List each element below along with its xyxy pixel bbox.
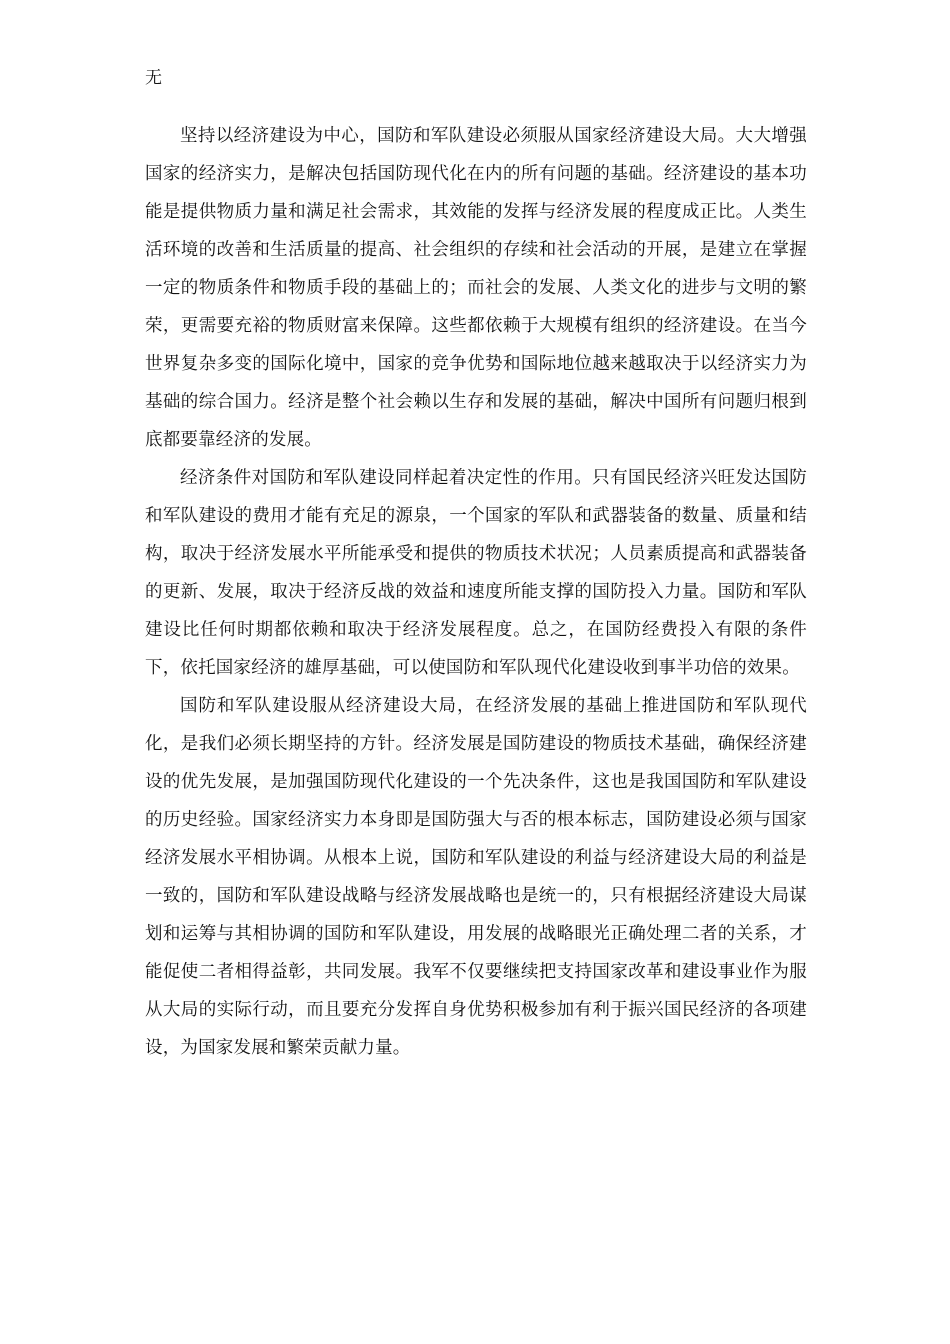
document-body — [145, 117, 807, 1067]
paragraph-3: 国防和军队建设服从经济建设大局，在经济发展的基础上推进国防和军队现代化，是我们必须长期坚持的方针。经济发展是国防建设的物质技术基础，确保经济建设的优先发展，是加强国防现代化建设的一个先决条件，这也是我国国防和军队建设的历史经验。国家经济实力本身即是国防强大与否的根本标志，国防建设必须与国家经济发展水平相协调。从根本上说，国防和军队建设的利益与经济建设大局的利益是一致的，国防和军队建设战略与经济发展战略也是统一的，只有根据经济建设大局谋划和运筹与其相协调的国防和军队建设，用发展的战略眼光正确处理二者的关系，才能促使二者相得益彰，共同发展。我军不仅要继续把支持国家改革和建设事业作为服从大局的实际行动，而且要充分发挥自身优势积极参加有利于振兴国民经济的各项建设，为国家发展和繁荣贡献力量。 — [145, 696, 807, 1058]
paragraph-1: 坚持以经济建设为中心，国防和军队建设必须服从国家经济建设大局。大大增强国家的经济实力，是解决包括国防现代化在内的所有问题的基础。经济建设的基本功能是提供物质力量和满足社会需求，其效能的发挥与经济发展的程度成正比。人类生活环境的改善和生活质量的提高、社会组织的存续和社会活动的开展，是建立在掌握一定的物质条件和物质手段的基础上的；而社会的发展、人类文化的进步与文明的繁荣，更需要充裕的物质财富来保障。这些都依赖于大规模有组织的经济建设。在当今世界复杂多变的国际化境中，国家的竞争优势和国际地位越来越取决于以经济实力为基础的综合国力。经济是整个社会赖以生存和发展的基础，解决中国所有问题归根到底都要靠经济的发展。 — [145, 126, 807, 450]
page-header-mark: 无 — [145, 68, 162, 88]
paragraph-2: 经济条件对国防和军队建设同样起着决定性的作用。只有国民经济兴旺发达国防和军队建设的费用才能有充足的源泉，一个国家的军队和武器装备的数量、质量和结构，取决于经济发展水平所能承受和提供的物质技术状况；人员素质提高和武器装备的更新、发展，取决于经济反战的效益和速度所能支撑的国防投入力量。国防和军队建设比任何时期都依赖和取决于经济发展程度。总之，在国防经费投入有限的条件下，依托国家经济的雄厚基础，可以使国防和军队现代化建设收到事半功倍的效果。 — [145, 468, 807, 678]
